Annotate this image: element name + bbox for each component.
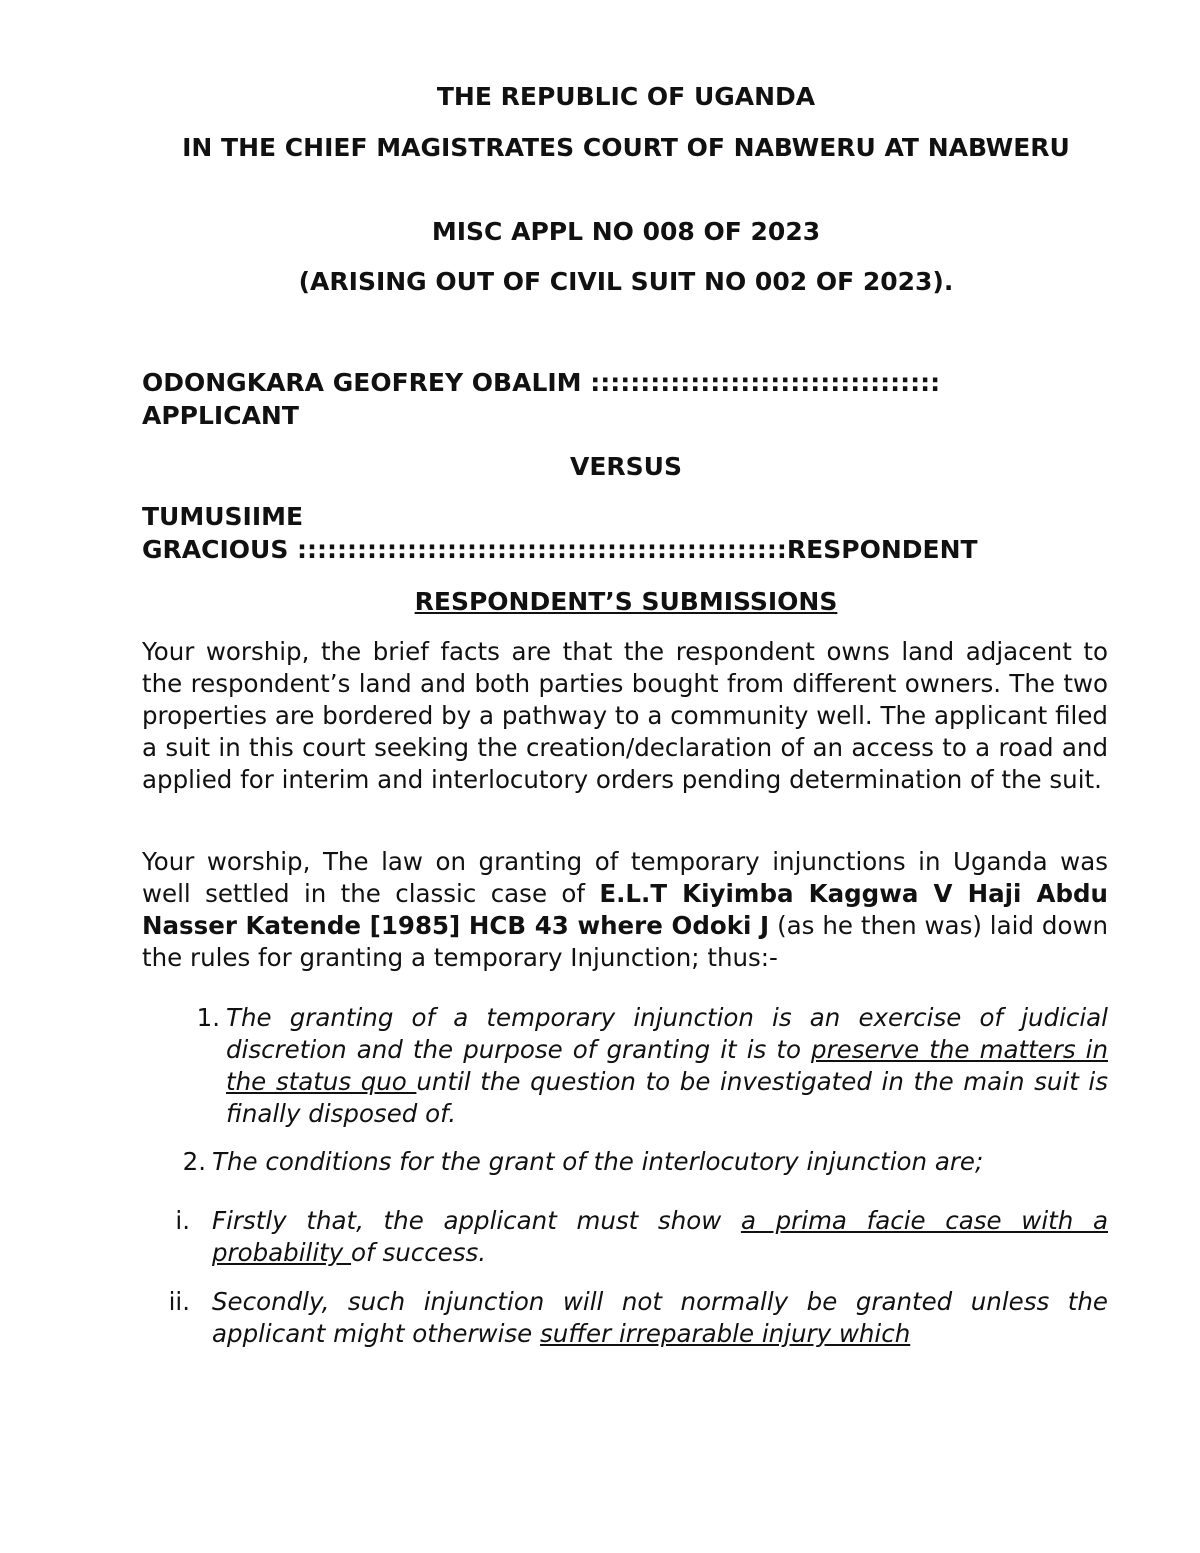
- list-item-1-underline: preserve the matters in the status quo: [226, 1035, 1108, 1096]
- list-item-1: [226, 1002, 1108, 1130]
- respondent-block: [142, 500, 1102, 566]
- list-marker-2: 2.: [182, 1147, 206, 1176]
- respondent-name-line2: GRACIOUS :::::::::::::::::::::::::::::::::::::::::::::::::RESPONDENT: [142, 535, 978, 564]
- list-item-1-text-2: until the question to be investigated in the main suit is finally disposed of.: [226, 1067, 1108, 1128]
- list-item-i-underline: a prima facie case with a probability: [212, 1206, 1108, 1267]
- paragraph-law-text-2: (as he then was) laid down the rules for granting a temporary Injunction; thus:-: [142, 911, 1109, 972]
- respondent-name-line1: TUMUSIIME: [142, 502, 304, 531]
- applicant-block: [142, 366, 1102, 432]
- list-marker-1: 1.: [196, 1003, 220, 1032]
- list-marker-ii: ii.: [168, 1287, 190, 1316]
- applicant-name: ODONGKARA GEOFREY OBALIM :::::::::::::::::::::::::::::::::::: [142, 368, 941, 397]
- list-marker-i: i.: [175, 1206, 190, 1235]
- list-item-ii-underline: suffer irreparable injury which: [540, 1319, 911, 1348]
- paragraph-law: [142, 846, 1108, 974]
- list-item-i: [212, 1205, 1108, 1269]
- section-title: RESPONDENT’S SUBMISSIONS: [414, 587, 838, 616]
- paragraph-law-text-1: Your worship, The law on granting of temporary injunctions in Uganda was well settled in the classic case of: [142, 847, 1108, 908]
- list-item-i-text-1: Firstly that, the applicant must show: [212, 1206, 741, 1235]
- list-item-ii: [212, 1286, 1108, 1350]
- list-item-ii-text-1: Secondly, such injunction will not normally be granted unless the applicant might otherwise: [212, 1287, 1108, 1348]
- list-item-i-text-2: of success.: [351, 1238, 487, 1267]
- paragraph-facts: Your worship, the brief facts are that the respondent owns land adjacent to the respondent’s land and both parties bought from different owners. The two properties are bordered by a pathway to a community well. The applicant filed a suit in this court seeking the creation/declaration of an access to a road and applied for interim and interlocutory orders pending determination of the suit.: [142, 637, 1108, 794]
- header-republic: THE REPUBLIC OF UGANDA: [436, 82, 816, 111]
- list-item-2: The conditions for the grant of the interlocutory injunction are;: [212, 1147, 984, 1176]
- header-arising-from: (ARISING OUT OF CIVIL SUIT NO 002 OF 2023).: [298, 267, 954, 296]
- versus-label: VERSUS: [570, 452, 682, 481]
- header-case-number: MISC APPL NO 008 OF 2023: [431, 217, 821, 246]
- list-item-1-text-1: The granting of a temporary injunction is an exercise of judicial discretion and the purpose of granting it is to: [226, 1003, 1108, 1064]
- applicant-label: APPLICANT: [142, 401, 299, 430]
- case-citation: E.L.T Kiyimba Kaggwa V Haji Abdu Nasser Katende [1985] HCB 43 where Odoki J: [142, 879, 1108, 940]
- header-court: IN THE CHIEF MAGISTRATES COURT OF NABWERU AT NABWERU: [182, 133, 1070, 162]
